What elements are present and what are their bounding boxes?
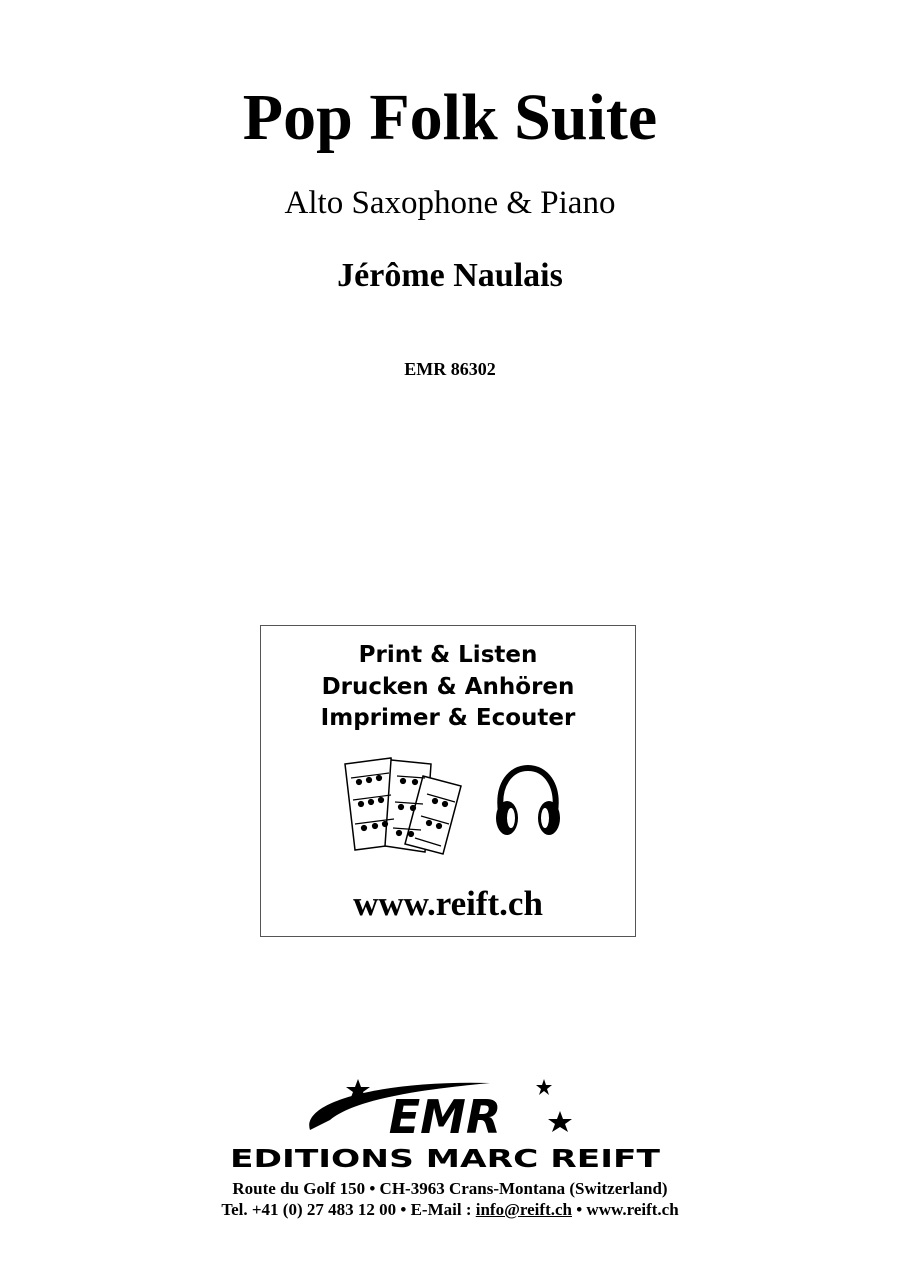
emr-logo <box>230 1075 670 1170</box>
composer-name: Jérôme Naulais <box>337 257 563 294</box>
instrumentation: Alto Saxophone & Piano <box>284 185 616 221</box>
sheet-music-icon <box>339 756 469 856</box>
page-title: Pop Folk Suite <box>242 81 658 154</box>
publisher-name: EDITIONS MARC REIFT <box>230 1144 660 1170</box>
contact-phone: Tel. +41 (0) 27 483 12 00 • E-Mail : <box>221 1200 476 1219</box>
catalog-number: EMR 86302 <box>404 359 496 379</box>
promo-line-german: Drucken & Anhören <box>321 674 575 700</box>
publisher-address: Route du Golf 150 • CH-3963 Crans-Montana (Switzerland) <box>232 1179 668 1198</box>
promo-line-english: Print & Listen <box>358 642 538 668</box>
print-listen-box <box>260 625 636 937</box>
publisher-contact <box>0 1199 900 1220</box>
promo-website[interactable]: www.reift.ch <box>353 884 543 923</box>
promo-line-french: Imprimer & Ecouter <box>320 705 576 731</box>
headphones-icon <box>493 764 563 842</box>
email-link[interactable]: info@reift.ch <box>475 1200 572 1219</box>
logo-text: EMR <box>388 1090 502 1144</box>
contact-website[interactable]: • www.reift.ch <box>571 1200 679 1219</box>
